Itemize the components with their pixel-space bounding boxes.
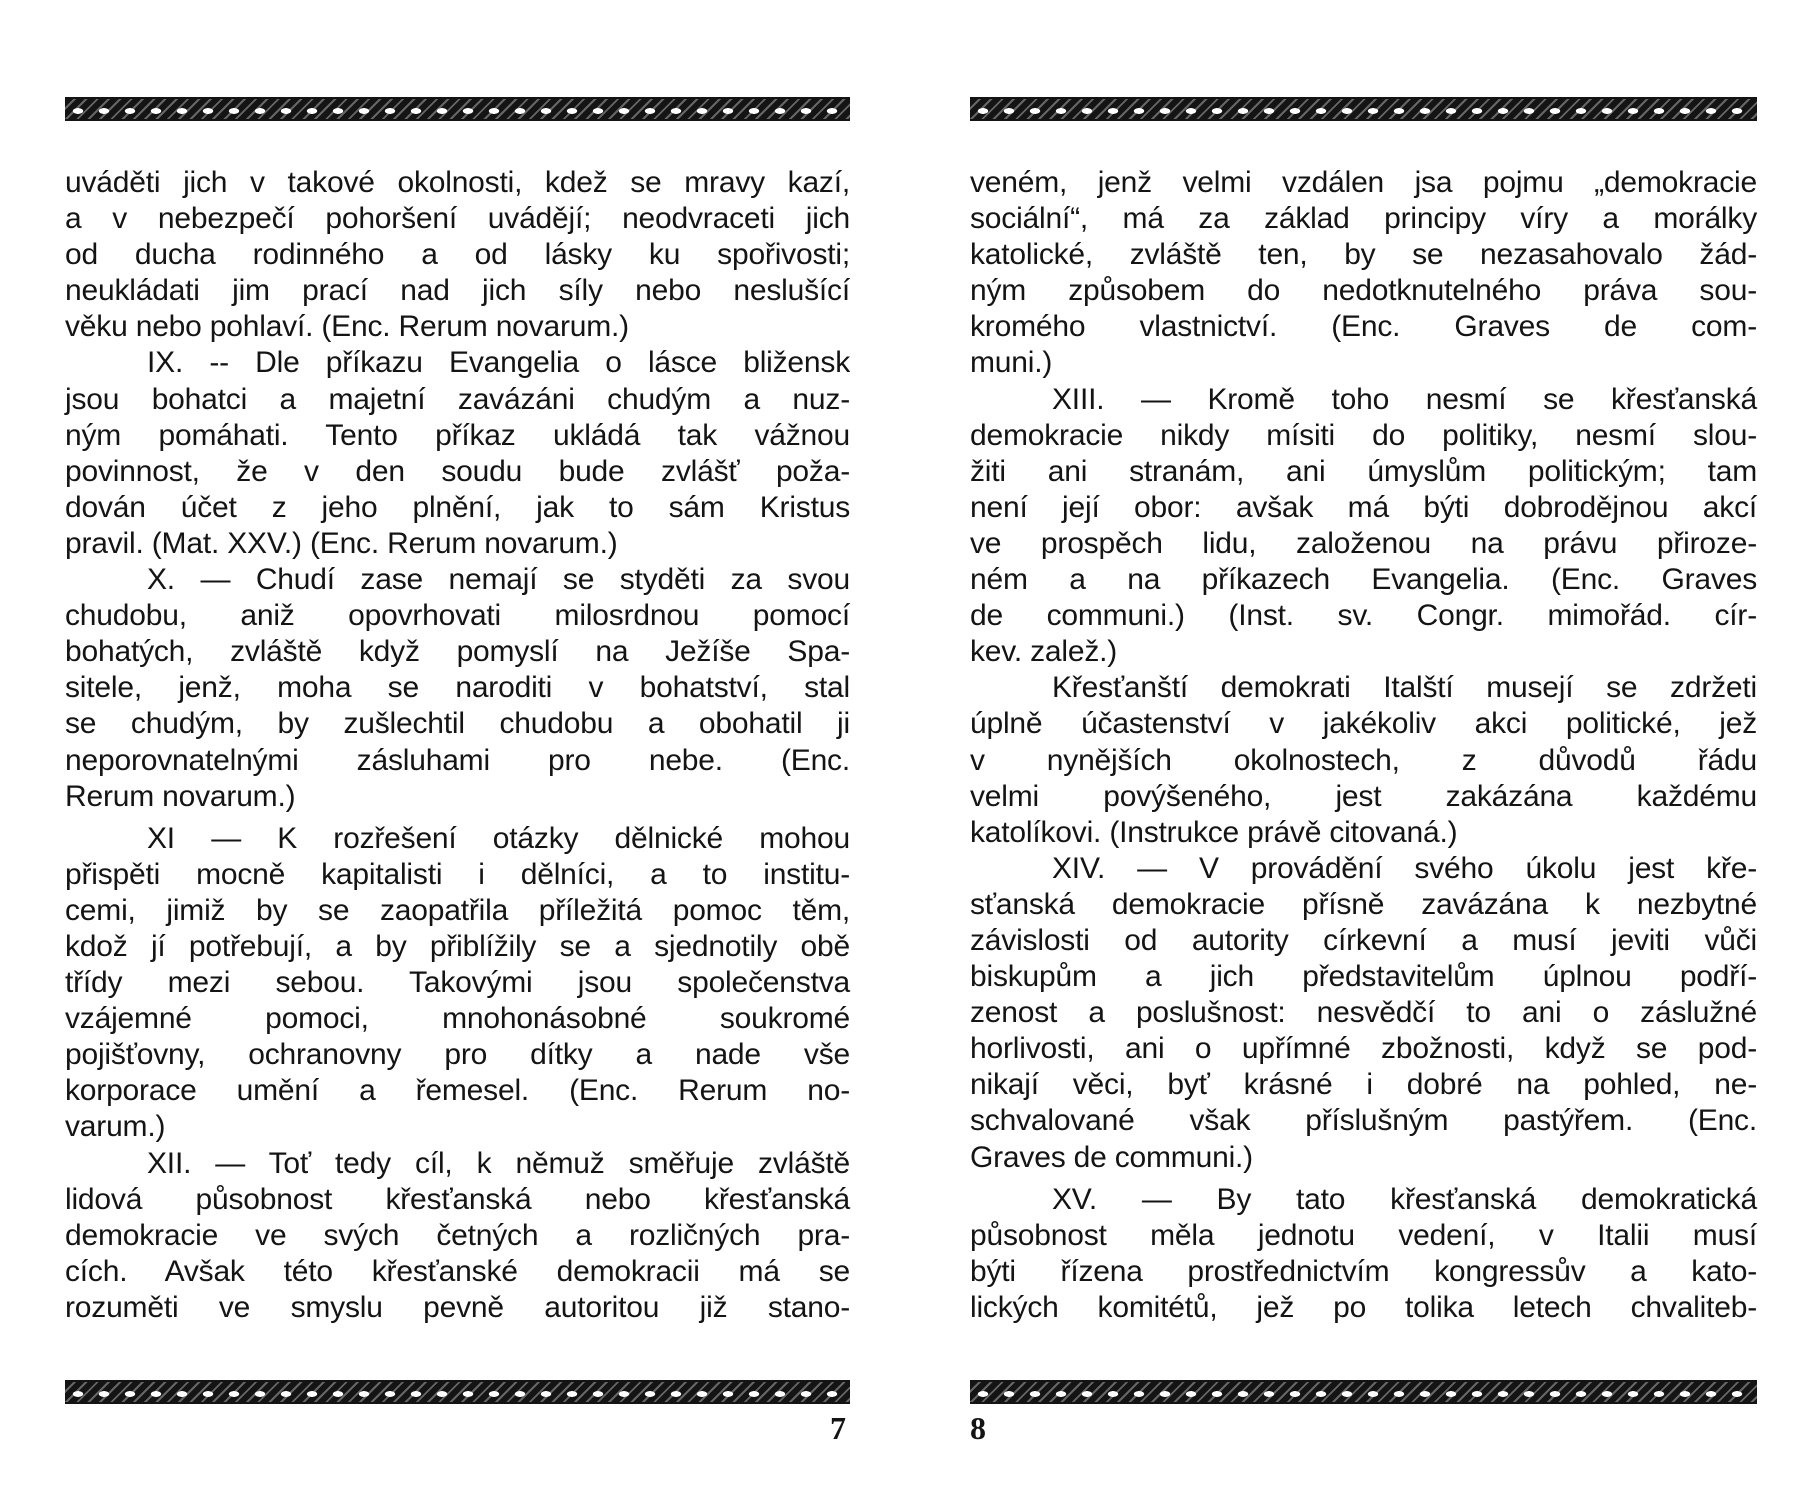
right-page-text	[970, 165, 1757, 1326]
text-line: veném, jenž velmi vzdálen jsa pojmu „demokracie	[970, 166, 1757, 199]
text-line: nikají věci, byť krásné i dobré na pohled, ne-	[970, 1068, 1757, 1102]
text-line: závislosti od autority církevní a musí jeviti vůči	[970, 923, 1757, 957]
text-line: neukládati jim prací nad jich síly nebo neslušící	[65, 274, 850, 308]
text-line: ným způsobem do nedotknutelného práva sou-	[970, 274, 1757, 308]
text-line: dován účet z jeho plnění, jak to sám Kristus	[65, 490, 850, 524]
text-line: působnost měla jednotu vedení, v Italii musí	[970, 1218, 1757, 1252]
text-line: cích. Avšak této křesťanské demokracii má se	[65, 1254, 850, 1288]
text-line: XV. — By tato křesťanská demokratická	[1052, 1182, 1757, 1216]
text-line: XIV. — V provádění svého úkolu jest kře-	[1052, 851, 1757, 885]
text-line: ve prospěch lidu, založenou na právu přiroze-	[970, 526, 1757, 560]
text-line: třídy mezi sebou. Takovými jsou společenstva	[65, 966, 850, 1000]
text-line: chudobu, aniž opovrhovati milosrdnou pomocí	[65, 599, 850, 633]
text-line: katolíkovi. (Instrukce právě citovaná.)	[970, 815, 1458, 849]
left-page-text	[65, 165, 850, 1326]
text-line: býti řízena prostřednictvím kongressův a kato-	[970, 1254, 1757, 1288]
left-page	[65, 0, 850, 1500]
text-line: sťanská demokracie přísně zavázána k nezbytné	[970, 887, 1757, 921]
text-line: katolické, zvláště ten, by se nezasahovalo žád-	[970, 238, 1757, 272]
page-number: 8	[970, 1410, 986, 1446]
text-line: schvalované však příslušným pastýřem. (Enc.	[970, 1104, 1757, 1138]
text-line: jsou bohatci a majetní zavázáni chudým a nuz-	[65, 382, 850, 416]
text-line: od ducha rodinného a od lásky ku spořivosti;	[65, 238, 850, 272]
text-line: cemi, jimiž by se zaopatřila příležitá pomoc těm,	[65, 893, 850, 927]
text-line: IX. -- Dle příkazu Evangelia o lásce bližensk	[147, 346, 850, 380]
text-line: uváděti jich v takové okolnosti, kdež se mravy kazí,	[65, 166, 850, 199]
top-ornament-border	[970, 97, 1757, 121]
text-line: věku nebo pohlaví. (Enc. Rerum novarum.)	[65, 310, 629, 344]
text-line: žiti ani stranám, ani úmyslům politickým; tam	[970, 454, 1757, 488]
text-line: se chudým, by zušlechtil chudobu a obohatil ji	[65, 707, 850, 741]
text-line: není její obor: avšak má býti dobrodějnou akcí	[970, 490, 1757, 524]
text-line: povinnost, že v den soudu bude zvlášť poža-	[65, 454, 850, 488]
bottom-ornament-border	[65, 1380, 850, 1404]
text-line: zenost a poslušnost: nesvědčí to ani o záslužné	[970, 996, 1757, 1030]
text-line: varum.)	[65, 1110, 166, 1144]
text-line: X. — Chudí zase nemají se styděti za svou	[147, 563, 850, 597]
text-line: a v nebezpečí pohoršení uvádějí; neodvraceti jich	[65, 202, 850, 236]
text-line: rozuměti ve smyslu pevně autoritou již stano-	[65, 1290, 850, 1324]
text-line: sitele, jenž, moha se naroditi v bohatství, stal	[65, 671, 850, 705]
text-line: kromého vlastnictví. (Enc. Graves de com-	[970, 310, 1757, 344]
text-line: sociální“, má za základ principy víry a morálky	[970, 202, 1757, 236]
top-ornament-border	[65, 97, 850, 121]
text-line: pravil. (Mat. XXV.) (Enc. Rerum novarum.)	[65, 526, 618, 560]
text-line: vzájemné pomoci, mnohonásobné soukromé	[65, 1002, 850, 1036]
text-line: kev. zalež.)	[970, 635, 1118, 669]
text-line: úplně účastenství v jakékoliv akci politické, jež	[970, 707, 1757, 741]
text-line: Rerum novarum.)	[65, 779, 296, 813]
text-line: demokracie ve svých četných a rozličných pra-	[65, 1218, 850, 1252]
text-line: XI — K rozřešení otázky dělnické mohou	[147, 821, 850, 855]
text-line: ným pomáhati. Tento příkaz ukládá tak vážnou	[65, 418, 850, 452]
text-line: ném a na příkazech Evangelia. (Enc. Graves	[970, 563, 1757, 597]
text-line: Křesťanští demokrati Italští musejí se zdržeti	[1052, 671, 1757, 705]
text-line: XII. — Toť tedy cíl, k němuž směřuje zvláště	[147, 1146, 850, 1180]
text-line: kdož jí potřebují, a by přiblížily se a sjednotily obě	[65, 929, 850, 963]
text-line: demokracie nikdy mísiti do politiky, nesmí slou-	[970, 418, 1757, 452]
bottom-ornament-border	[970, 1380, 1757, 1404]
right-page	[970, 0, 1757, 1500]
text-line: neporovnatelnými zásluhami pro nebe. (Enc.	[65, 743, 850, 777]
text-line: velmi povýšeného, jest zakázána každému	[970, 779, 1757, 813]
text-line: korporace umění a řemesel. (Enc. Rerum no-	[65, 1074, 850, 1108]
text-line: de communi.) (Inst. sv. Congr. mimořád. cír-	[970, 599, 1757, 633]
text-line: pojišťovny, ochranovny pro dítky a nade vše	[65, 1038, 850, 1072]
text-line: horlivosti, ani o upřímné zbožnosti, když se pod-	[970, 1032, 1757, 1066]
text-line: v nynějších okolnostech, z důvodů řádu	[970, 743, 1757, 777]
page-number: 7	[830, 1410, 846, 1446]
text-line: přispěti mocně kapitalisti i dělníci, a to institu-	[65, 857, 850, 891]
text-line: XIII. — Kromě toho nesmí se křesťanská	[1052, 382, 1757, 416]
text-line: muni.)	[970, 346, 1053, 380]
text-line: biskupům a jich představitelům úplnou podří-	[970, 960, 1757, 994]
text-line: lidová působnost křesťanská nebo křesťanská	[65, 1182, 850, 1216]
text-line: lických komitétů, jež po tolika letech chvaliteb-	[970, 1290, 1757, 1324]
text-line: bohatých, zvláště když pomyslí na Ježíše Spa-	[65, 635, 850, 669]
text-line: Graves de communi.)	[970, 1140, 1253, 1174]
